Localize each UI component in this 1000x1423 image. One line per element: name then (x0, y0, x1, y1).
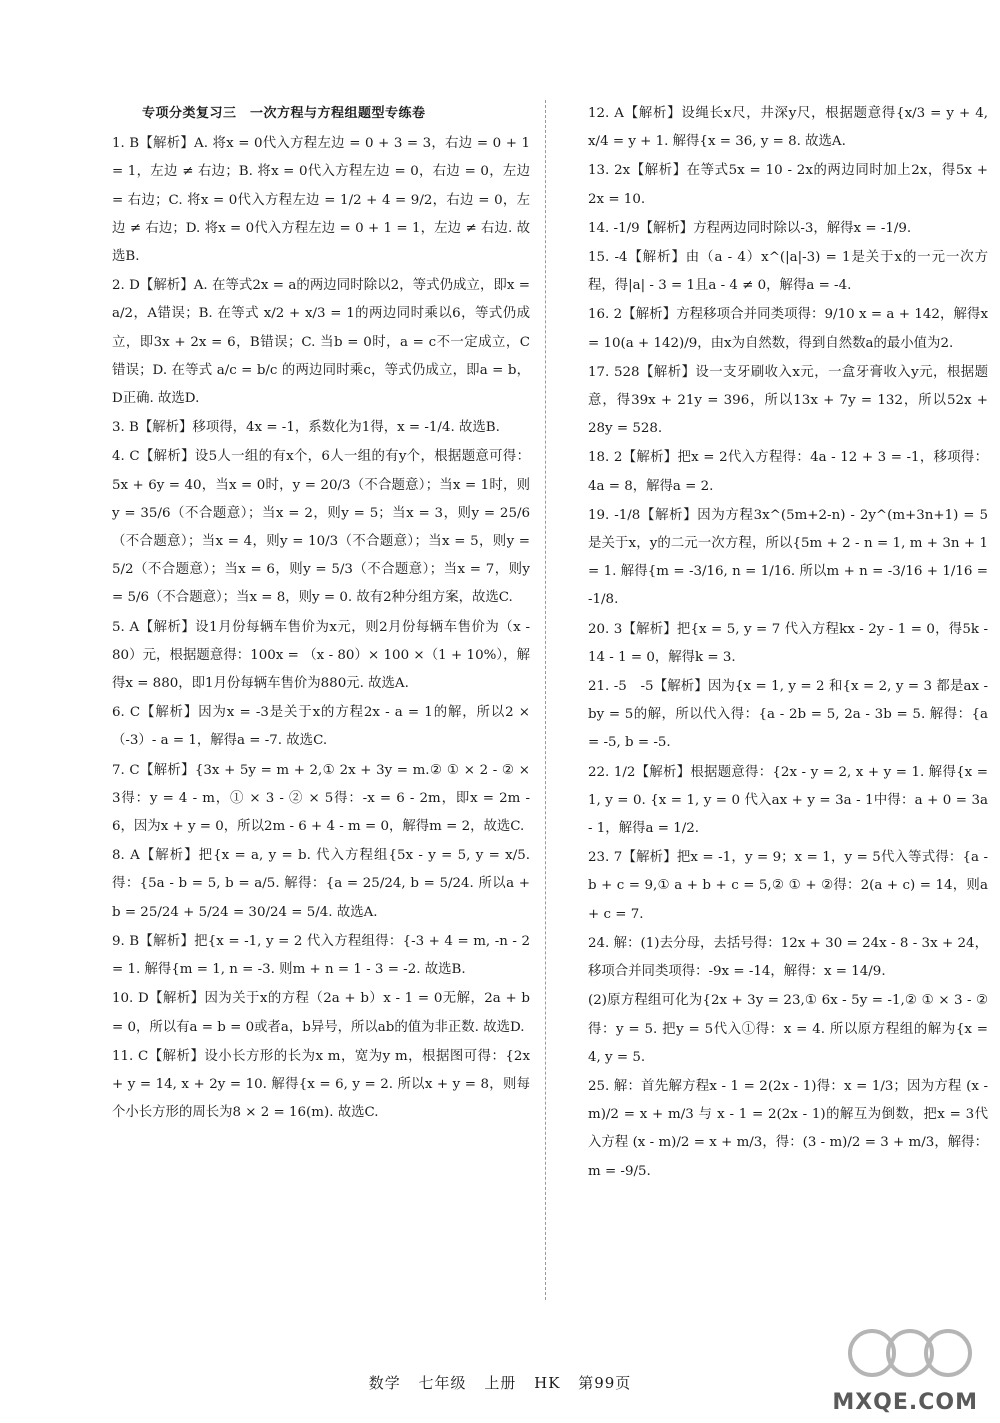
answer-item: 18. 2【解析】把x = 2代入方程得：4a - 12 + 3 = -1，移项得：4a = 8，解得a = 2. (588, 450, 988, 494)
footer-subject: 数学 (368, 1374, 401, 1392)
answer-item: 21. -5 -5【解析】因为{x = 1, y = 2 和{x = 2, y = 3 都是ax - by = 5的解，所以代入得：{a - 2b = 5, 2a - 3b = 5. 解得：{a = -5, b = -5. (588, 679, 988, 751)
answer-item: 16. 2【解析】方程移项合并同类项得：9/10 x = a + 142，解得x = 10(a + 142)/9，由x为自然数，得到自然数a的最小值为2. (588, 307, 988, 351)
answer-item: 22. 1/2【解析】根据题意得：{2x - y = 2, x + y = 1. 解得{x = 1, y = 0. {x = 1, y = 0 代入ax + y = 3a - 1中得：a + 0 = 3a - 1，解得a = 1/2. (588, 764, 988, 837)
answer-item: 9. B【解析】把{x = -1, y = 2 代入方程组得：{-3 + 4 = m, -n - 2 = 1. 解得{m = 1, n = -3. 则m + n = 1 - 3 = -2. 故选B. (112, 933, 530, 978)
section-title: 专项分类复习三 一次方程与方程组题型专练卷 (142, 106, 426, 121)
answer-item: 17. 528【解析】设一支牙刷收入x元，一盒牙膏收入y元，根据题意，得39x + 21y = 396，所以13x + 7y = 132，所以52x + 28y = 528. (588, 364, 988, 437)
left-column (112, 100, 530, 1128)
right-item-list (588, 100, 988, 1186)
left-item-list (112, 130, 530, 1127)
answer-item: 7. C【解析】{3x + 5y = m + 2,① 2x + 3y = m.② ① × 2 - ② × 3得：y = 4 - m，① × 3 - ② × 5得：-x = 6 - 2m，即x = 2m - 6，因为x + y = 0，所以2m - 6 + 4 - m = 0，解得m = 2，故选C. (112, 762, 530, 835)
answer-item: 15. -4【解析】由（a - 4）x^(|a|-3) = 1是关于x的一元一次方程，得|a| - 3 = 1且a - 4 ≠ 0，解得a = -4. (588, 250, 988, 294)
answer-item: 1. B【解析】A. 将x = 0代入方程左边 = 0 + 3 = 3，右边 = 0 + 1 = 1，左边 ≠ 右边；B. 将x = 0代入方程左边 = 0，右边 = 0，左边 = 右边；C. 将x = 0代入方程左边 = 1/2 + 4 = 9/2，右边 = 0，左边 ≠ 右边；D. 将x = 0代入方程左边 = 0 + 1 = 1，左边 ≠ 右边. 故选B. (112, 136, 530, 265)
answer-item: 5. A【解析】设1月份每辆车售价为x元，则2月份每辆车售价为（x - 80）元，根据题意得：100x = （x - 80）× 100 ×（1 + 10%），解得x = 880，即1月份每辆车售价为880元. 故选A. (112, 619, 530, 692)
answer-item: 24. 解：(1)去分母，去括号得：12x + 30 = 24x - 8 - 3x + 24，移项合并同类项得：-9x = -14，解得：x = 14/9. (588, 935, 988, 980)
footer-edition: HK (534, 1374, 561, 1392)
answer-item: 13. 2x【解析】在等式5x = 10 - 2x的两边同时加上2x，得5x + 2x = 10. (588, 163, 988, 207)
answer-item: 14. -1/9【解析】方程两边同时除以-3，解得x = -1/9. (588, 220, 912, 236)
column-divider (545, 100, 546, 1300)
answer-item: 2. D【解析】A. 在等式2x = a的两边同时除以2，等式仍成立，即x = a/2，A错误；B. 在等式 x/2 + x/3 = 1的两边同时乘以6，等式仍成立，即3x + 2x = 6，B错误；C. 当b = 0时，a = c不一定成立，C错误；D. 在等式 a/c = b/c 的两边同时乘c，等式仍成立，即a = b，D正确. 故选D. (112, 278, 530, 407)
footer-page-number: 第99页 (578, 1374, 632, 1392)
answer-item: 25. 解：首先解方程x - 1 = 2(2x - 1)得：x = 1/3；因为方程 (x - m)/2 = x + m/3 与 x - 1 = 2(2x - 1)的解互为倒数，把x = 3代入方程 (x - m)/2 = x + m/3，得：(3 - m)/2 = 3 + m/3，解得：m = -9/5. (588, 1078, 988, 1179)
answer-item: 4. C【解析】设5人一组的有x个，6人一组的有y个，根据题意可得：5x + 6y = 40，当x = 0时，y = 20/3（不合题意）；当x = 1时，则y = 35/6（不合题意）；当x = 2，则y = 5；当x = 3，则y = 25/6（不合题意）；当x = 4，则y = 10/3（不合题意）；当x = 5，则y = 5/2（不合题意）；当x = 6，则y = 5/3（不合题意）；当x = 7，则y = 5/6（不合题意）；当x = 8，则y = 0. 故有2种分组方案，故选C. (112, 449, 530, 606)
right-column (588, 100, 988, 1187)
answer-item: (2)原方程组可化为{2x + 3y = 23,① 6x - 5y = -1,② ① × 3 - ②得：y = 5. 把y = 5代入①得：x = 4. 所以原方程组的解为{x = 4, y = 5. (588, 993, 988, 1065)
answer-item: 20. 3【解析】把{x = 5, y = 7 代入方程kx - 2y - 1 = 0，得5k - 14 - 1 = 0，解得k = 3. (588, 621, 988, 665)
answer-item: 23. 7【解析】把x = -1，y = 9；x = 1，y = 5代入等式得：{a - b + c = 9,① a + b + c = 5,② ① + ②得：2(a + c) = 14，则a + c = 7. (588, 850, 988, 922)
footer-grade: 七年级 (418, 1374, 467, 1392)
answer-item: 11. C【解析】设小长方形的长为x m，宽为y m，根据图可得：{2x + y = 14, x + 2y = 10. 解得{x = 6, y = 2. 所以x + y = 8，则每个小长方形的周长为8 × 2 = 16(m). 故选C. (112, 1048, 530, 1121)
answer-item: 8. A【解析】把{x = a, y = b. 代入方程组{5x - y = 5, y = x/5. 得：{5a - b = 5, b = a/5. 解得：{a = 25/24, b = 5/24. 所以a + b = 25/24 + 5/24 = 30/24 = 5/4. 故选A. (112, 848, 530, 920)
answer-item: 6. C【解析】因为x = -3是关于x的方程2x - a = 1的解，所以2 ×（-3）- a = 1，解得a = -7. 故选C. (112, 705, 530, 749)
watermark-text: MXQE.COM (832, 1390, 978, 1415)
answer-item: 3. B【解析】移项得，4x = -1，系数化为1得，x = -1/4. 故选B. (112, 420, 500, 436)
footer-volume: 上册 (484, 1374, 517, 1392)
answer-item: 19. -1/8【解析】因为方程3x^(5m+2-n) - 2y^(m+3n+1) = 5是关于x，y的二元一次方程，所以{5m + 2 - n = 1, m + 3n + 1 = 1. 解得{m = -3/16, n = 1/16. 所以m + n = -3/16 + 1/16 = -1/8. (588, 507, 988, 608)
answer-item: 12. A【解析】设绳长x尺，井深y尺，根据题意得{x/3 = y + 4, x/4 = y + 1. 解得{x = 36, y = 8. 故选A. (588, 106, 988, 150)
answer-item: 10. D【解析】因为关于x的方程（2a + b）x - 1 = 0无解，2a + b = 0，所以有a = b = 0或者a，b异号，所以ab的值为非正数. 故选D. (112, 991, 530, 1035)
